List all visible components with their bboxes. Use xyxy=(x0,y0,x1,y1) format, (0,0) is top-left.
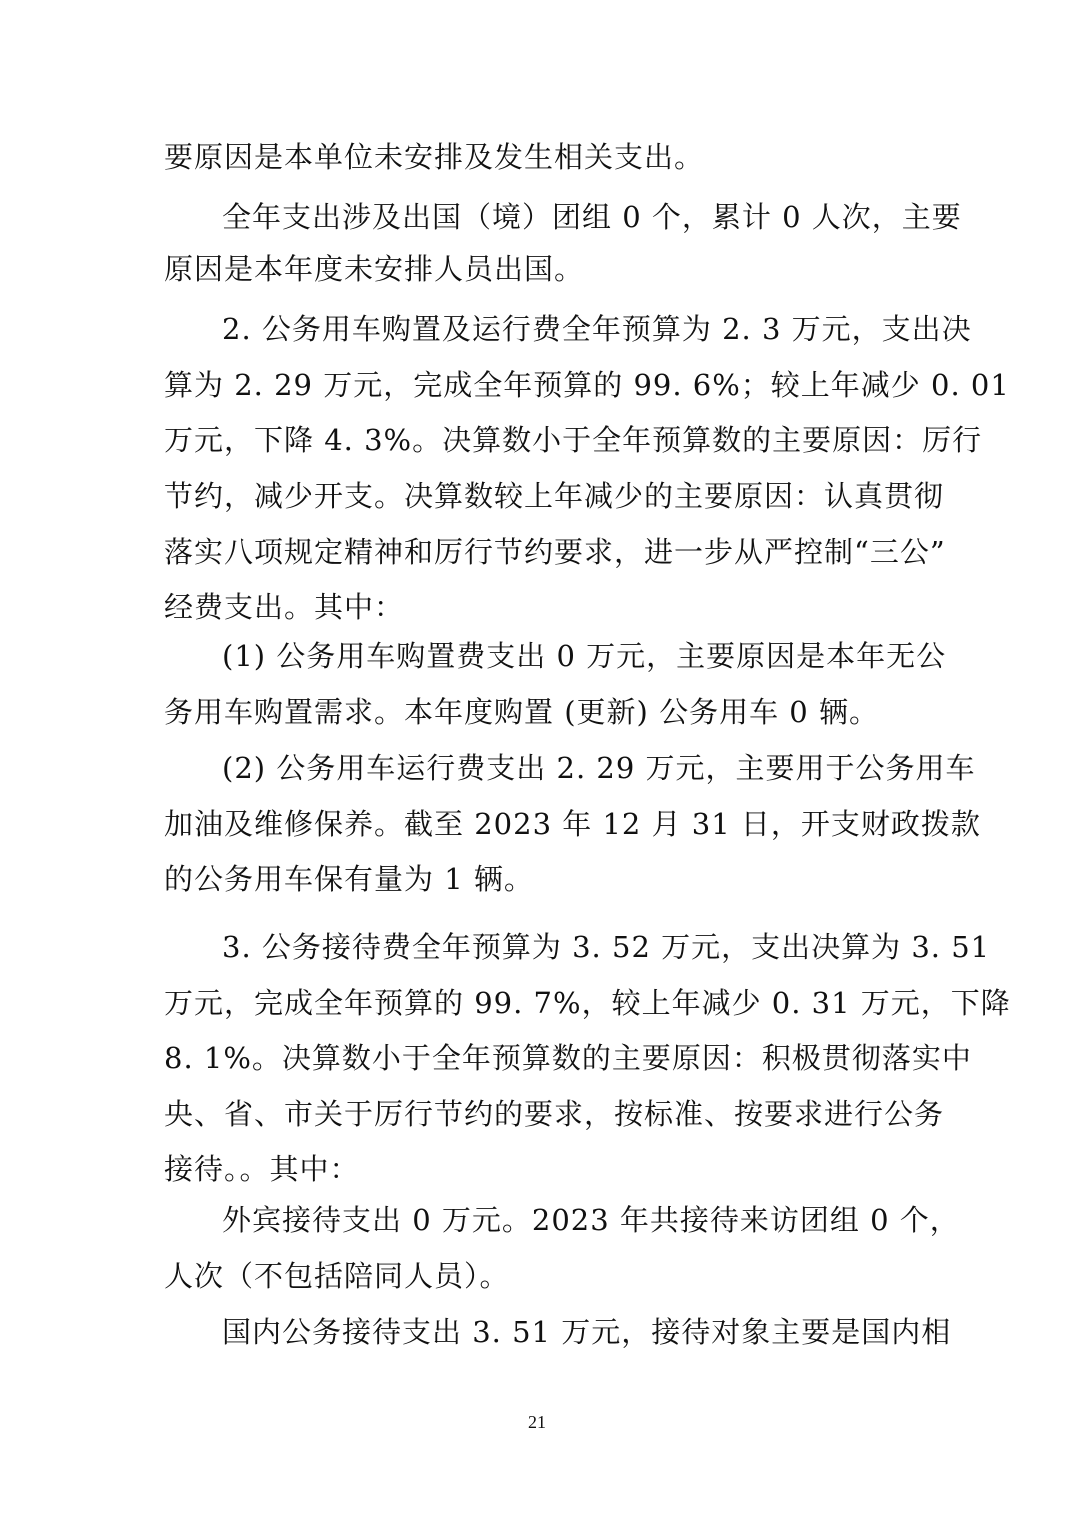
text-line: 外宾接待支出 0 万元。2023 年共接待来访团组 0 个， xyxy=(222,1203,960,1237)
text-line: 加油及维修保养。截至 2023 年 12 月 31 日，开支财政拨款 xyxy=(164,807,981,841)
text-line: 的公务用车保有量为 1 辆。 xyxy=(164,862,534,896)
text-line: 国内公务接待支出 3. 51 万元，接待对象主要是国内相 xyxy=(222,1315,952,1349)
text-line: 原因是本年度未安排人员出国。 xyxy=(164,252,585,286)
text-line: 央、省、市关于厉行节约的要求，按标准、按要求进行公务 xyxy=(164,1097,945,1131)
text-line: 落实八项规定精神和厉行节约要求，进一步从严控制“三公” xyxy=(164,535,946,569)
text-line: 务用车购置需求。本年度购置 (更新) 公务用车 0 辆。 xyxy=(164,695,879,729)
text-line: 经费支出。其中： xyxy=(164,590,405,624)
text-line: 全年支出涉及出国（境）团组 0 个，累计 0 人次，主要 xyxy=(222,200,962,234)
text-line: 要原因是本单位未安排及发生相关支出。 xyxy=(164,140,705,174)
text-line: 万元，完成全年预算的 99. 7%，较上年减少 0. 31 万元，下降 xyxy=(164,986,1011,1020)
text-line: (1) 公务用车购置费支出 0 万元，主要原因是本年无公 xyxy=(222,639,947,673)
text-line: (2) 公务用车运行费支出 2. 29 万元，主要用于公务用车 xyxy=(222,751,976,785)
text-line: 万元，下降 4. 3%。决算数小于全年预算数的主要原因：厉行 xyxy=(164,423,983,457)
text-line: 2. 公务用车购置及运行费全年预算为 2. 3 万元，支出决 xyxy=(222,312,972,346)
page-number: 21 xyxy=(528,1412,546,1432)
text-line: 接待。。其中： xyxy=(164,1152,360,1186)
text-line: 节约，减少开支。决算数较上年减少的主要原因：认真贯彻 xyxy=(164,479,945,513)
text-line: 3. 公务接待费全年预算为 3. 52 万元，支出决算为 3. 51 xyxy=(222,930,991,964)
text-line: 8. 1%。决算数小于全年预算数的主要原因：积极贯彻落实中 xyxy=(164,1041,972,1075)
text-line: 人次（不包括陪同人员）。 xyxy=(164,1259,510,1293)
text-line: 算为 2. 29 万元，完成全年预算的 99. 6%；较上年减少 0. 01 xyxy=(164,368,1010,402)
